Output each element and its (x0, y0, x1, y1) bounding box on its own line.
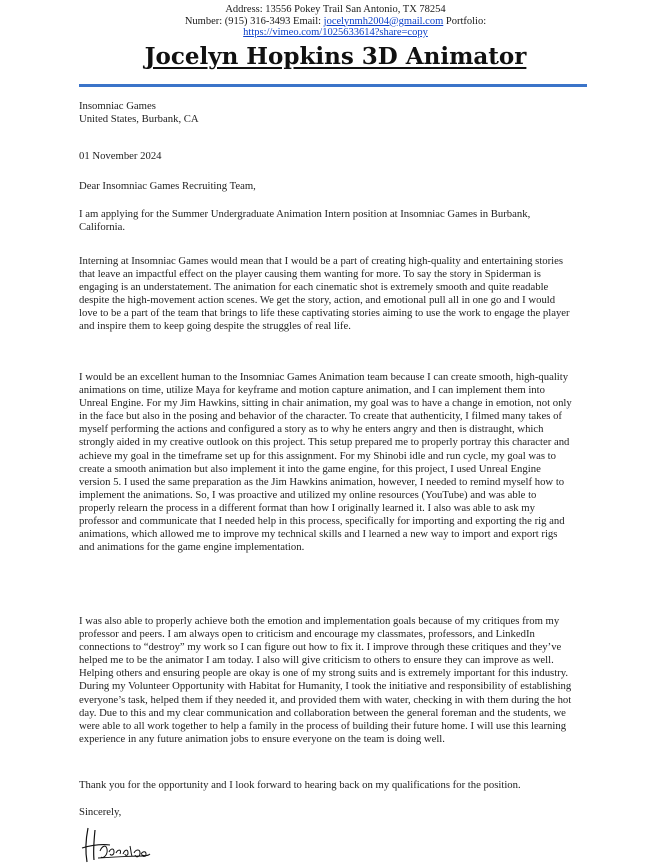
portfolio-link[interactable]: https://vimeo.com/1025633614?share=copy (243, 27, 428, 38)
salutation: Dear Insomniac Games Recruiting Team, (79, 180, 256, 192)
address-line: Address: 13556 Pokey Trail San Antonio, TX 78254 (225, 4, 446, 15)
paragraph: I am applying for the Summer Undergraduate Animation Intern position at Insomniac Games in Burbank, California. (79, 208, 531, 234)
paragraph: I was also able to properly achieve both the emotion and implementation goals because of my critiques from my professor and peers. I am always open to criticism and encourage my classmates, professors, and LinkedIn connections to “destroy” my work so I can figure out how to fix it. I improve through these critiques and they’ve helped me to be the animator I am today. I also will give criticism to others to ensure they can improve as well. Helping others and ensuring people are okay is one of my strong suits and is extremely important for this industry. During my Volunteer Opportunity with Habitat for Humanity, I took the initiative and responsibility of establishing everyone’s task, helped them if they needed it, and provided them with water, checking in with them during the hot day. Due to this and my clear communication and collaboration between the general foreman and the students, we were able to all work together to help a family in the process of building their future home. I will use this learning experience in any future animation jobs to ensure everyone on the team is doing well. (79, 615, 572, 745)
closing: Sincerely, (79, 806, 122, 818)
contact-line (0, 16, 671, 28)
page-title: Jocelyn Hopkins 3D Animator (144, 43, 527, 70)
letter-date: 01 November 2024 (79, 150, 162, 162)
recipient-location: United States, Burbank, CA (79, 113, 199, 126)
portfolio-line (0, 27, 671, 39)
paragraph: Interning at Insomniac Games would mean that I would be a part of creating high-quality and entertaining stories that leave an impactful effect on the player causing them wanting for more. To say the story in Spiderman is engaging is an understatement. The animation for each cinematic shot is extremely smooth and quite readable despite the high-movement action scenes. We get the story, action, and emotional pull all in one go and I would love to be a part of the team that brings to life these captivating stories aiming to use the work to engage the player and inspire them to keep going despite the struggles of real life. (79, 255, 570, 333)
paragraph: Thank you for the opportunity and I look forward to hearing back on my qualifications for the position. (79, 779, 521, 791)
email-link[interactable]: jocelynmh2004@gmail.com (323, 15, 444, 27)
recipient-block (79, 100, 573, 126)
paragraph: I would be an excellent human to the Insomniac Games Animation team because I can create smooth, high-quality animations on time, utilize Maya for keyframe and motion capture animation, and I can implement them into Unreal Engine. For my Jim Hawkins, sitting in chair animation, my goal was to have a change in emotion, not only in the face but also in the posing and behavior of the character. To create that authenticity, I filmed many takes of myself performing the actions and configured a story as to why he enters angry and then is distraught, which strongly aided in my creative outlook on this project. This setup prepared me to properly portray this character and achieve my goal in the timeframe set up for this assignment. For my Shinobi idle and run cycle, my goal was to create a smooth animation but also implement it into the game engine, for this project, I used Unreal Engine version 5. I used the same preparation as the Jim Hawkins animation, however, I needed to remind myself how to implement the animations. So, I was proactive and utilized my online resources (YouTube) and was able to properly relearn the process in a different format than how I originally learned it. I also was able to ask my professor and communicate that I needed help in this process, specifically for importing and exporting the rig and animations, which allowed me to improve my technical skills and I learned a new way to import and export rigs and animations for the game engine implementation. (79, 371, 572, 554)
accent-divider (79, 84, 587, 87)
portfolio-label: Portfolio: (443, 15, 487, 27)
signature-image (78, 824, 154, 864)
recipient-company: Insomniac Games (79, 100, 156, 112)
phone-label: Number: (915) 316-3493 Email: (184, 15, 324, 27)
